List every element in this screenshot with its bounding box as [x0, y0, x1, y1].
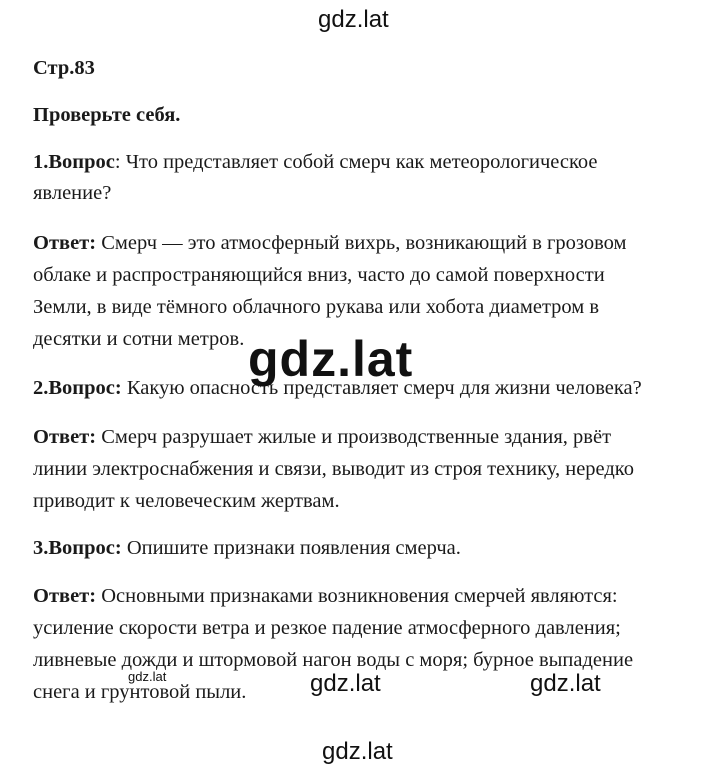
answer-1 [33, 233, 627, 254]
answer-text: ливневые дожди и штормовой нагон воды с моря; бурное выпадение [33, 649, 634, 671]
answer-text: Смерч — это атмосферный вихрь, возникающий в грозовом [96, 232, 627, 254]
answer-text: Основными признаками возникновения смерчей являются: [96, 585, 618, 607]
question-3 [33, 538, 461, 559]
question-text: Какую опасность представляет смерч для жизни человека? [121, 377, 642, 399]
question-text: явление? [33, 182, 112, 204]
answer-3 [33, 586, 618, 607]
question-text: : Что представляет собой смерч как метеорологическое [114, 151, 598, 173]
answer-text: усиление скорости ветра и резкое падение атмосферного давления; [33, 617, 621, 639]
answer-label: Ответ: [33, 585, 97, 607]
watermark-top: gdz.lat [318, 6, 389, 33]
question-label: 2.Вопрос: [33, 377, 122, 399]
watermark-center: gdz.lat [248, 331, 414, 387]
answer-text: приводит к человеческим жертвам. [33, 490, 340, 512]
answer-text: десятки и сотни метров. [33, 328, 245, 350]
answer-2 [33, 427, 611, 448]
question-label: 3.Вопрос: [33, 537, 122, 559]
watermark-bottom: gdz.lat [322, 738, 393, 765]
watermark-small: gdz.lat [128, 669, 167, 684]
answer-text: Земли, в виде тёмного облачного рукава или хобота диаметром в [33, 296, 600, 318]
section-title: Проверьте себя. [33, 104, 181, 126]
watermark-bottom-right: gdz.lat [530, 670, 601, 697]
answer-text: Смерч разрушает жилые и производственные здания, рвёт [96, 426, 612, 448]
question-text: Опишите признаки появления смерча. [121, 537, 461, 559]
answer-label: Ответ: [33, 426, 97, 448]
watermark-bottom-left: gdz.lat [310, 670, 381, 697]
question-1 [33, 152, 598, 173]
page-number: Стр.83 [33, 57, 95, 79]
question-label: 1.Вопрос [33, 151, 115, 173]
answer-label: Ответ: [33, 232, 97, 254]
answer-text: снега и грунтовой пыли. [33, 681, 247, 703]
answer-text: облаке и распространяющийся вниз, часто до самой поверхности [33, 264, 605, 286]
answer-text: линии электроснабжения и связи, выводит из строя технику, нередко [33, 458, 634, 480]
